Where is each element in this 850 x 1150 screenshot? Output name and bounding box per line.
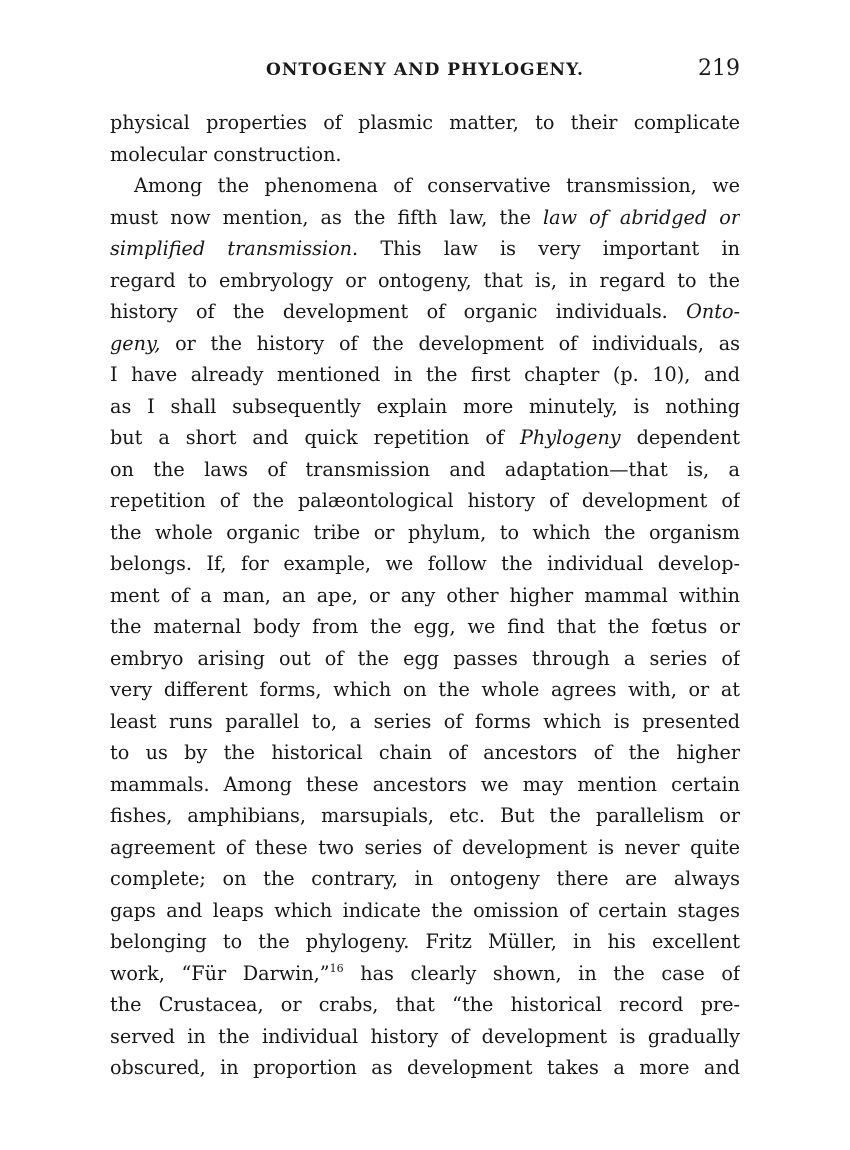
body-text: [110, 107, 740, 1084]
text-line: [110, 107, 740, 139]
text-line: [110, 391, 740, 423]
text-segment: I have already mentioned in the first chapter (p. 10), and: [110, 363, 740, 386]
text-line: [110, 674, 740, 706]
running-head: [110, 56, 740, 90]
text-segment: must now mention, as the fifth law, the: [110, 205, 544, 229]
text-line: [110, 958, 740, 990]
text-line: [110, 863, 740, 895]
text-segment: as I shall subsequently explain more minutely, is nothing: [110, 394, 740, 418]
text-segment: belongs. If, for example, we follow the individual develop-: [110, 552, 740, 575]
text-line: [110, 170, 740, 202]
text-segment: agreement of these two series of development is never quite: [110, 835, 740, 859]
text-segment: or the history of the development of individuals, as: [160, 331, 740, 355]
text-line: [110, 706, 740, 738]
text-segment: law of abridged or: [543, 205, 740, 229]
text-line: [110, 926, 740, 958]
text-segment: ment of a man, an ape, or any other higher mammal within: [110, 583, 740, 607]
text-segment: embryo arising out of the egg passes through a series of: [110, 646, 740, 670]
text-segment: served in the individual history of development is gradually: [110, 1024, 740, 1048]
text-segment: molecular construction.: [110, 142, 342, 166]
text-segment: the Crustacea, or crabs, that “the historical record pre-: [110, 993, 740, 1016]
text-segment: Among the phenomena of conservative transmission, we: [134, 174, 740, 197]
text-segment: on the laws of transmission and adaptation—that is, a: [110, 457, 740, 481]
text-line: [110, 769, 740, 801]
text-segment: simplified transmission.: [110, 237, 359, 260]
text-line: [110, 1052, 740, 1084]
text-line: [110, 517, 740, 549]
text-segment: the maternal body from the egg, we find that the fœtus or: [110, 615, 740, 638]
text-line: [110, 454, 740, 486]
text-line: [110, 422, 740, 454]
text-line: [110, 139, 740, 171]
text-segment: belonging to the phylogeny. Fritz Müller, in his excellent: [110, 930, 740, 953]
text-segment: complete; on the contrary, in ontogeny there are always: [110, 867, 740, 890]
page-number: 219: [698, 56, 740, 81]
text-segment: obscured, in proportion as development takes a more and: [110, 1056, 740, 1079]
text-segment: history of the development of organic individuals.: [110, 300, 687, 323]
text-line: [110, 233, 740, 265]
text-line: [110, 485, 740, 517]
text-line: [110, 1021, 740, 1053]
text-segment: fishes, amphibians, marsupials, etc. But the parallelism or: [110, 804, 740, 827]
text-segment: Onto-: [686, 300, 740, 323]
text-segment: has clearly shown, in the case of: [343, 961, 740, 985]
text-line: [110, 548, 740, 580]
text-line: [110, 296, 740, 328]
text-segment: regard to embryology or ontogeny, that is, in regard to the: [110, 268, 740, 292]
text-line: [110, 265, 740, 297]
text-segment: mammals. Among these ancestors we may mention certain: [110, 772, 740, 796]
text-segment: very different forms, which on the whole agrees with, or at: [110, 678, 740, 701]
text-line: [110, 202, 740, 234]
text-line: [110, 800, 740, 832]
text-line: [110, 989, 740, 1021]
text-segment: to us by the historical chain of ancestors of the higher: [110, 741, 740, 764]
text-line: [110, 328, 740, 360]
text-segment: the whole organic tribe or phylum, to which the organism: [110, 520, 740, 544]
text-line: [110, 580, 740, 612]
text-line: [110, 832, 740, 864]
footnote-ref: 16: [329, 961, 344, 975]
text-line: [110, 611, 740, 643]
text-segment: This law is very important in: [358, 237, 740, 260]
text-segment: least runs parallel to, a series of forms which is presented: [110, 709, 740, 733]
text-segment: Phylogeny: [520, 426, 621, 449]
text-line: [110, 895, 740, 927]
text-segment: dependent: [620, 426, 740, 449]
text-line: [110, 359, 740, 391]
text-segment: work, “Für Darwin,”: [110, 961, 330, 985]
running-title: ONTOGENY AND PHYLOGENY.: [266, 60, 584, 80]
text-line: [110, 643, 740, 675]
text-segment: geny,: [110, 331, 161, 355]
text-segment: gaps and leaps which indicate the omission of certain stages: [110, 898, 740, 922]
text-line: [110, 737, 740, 769]
text-segment: but a short and quick repetition of: [110, 426, 521, 449]
text-segment: repetition of the palæontological history of development of: [110, 489, 740, 512]
text-segment: physical properties of plasmic matter, to their complicate: [110, 111, 740, 134]
